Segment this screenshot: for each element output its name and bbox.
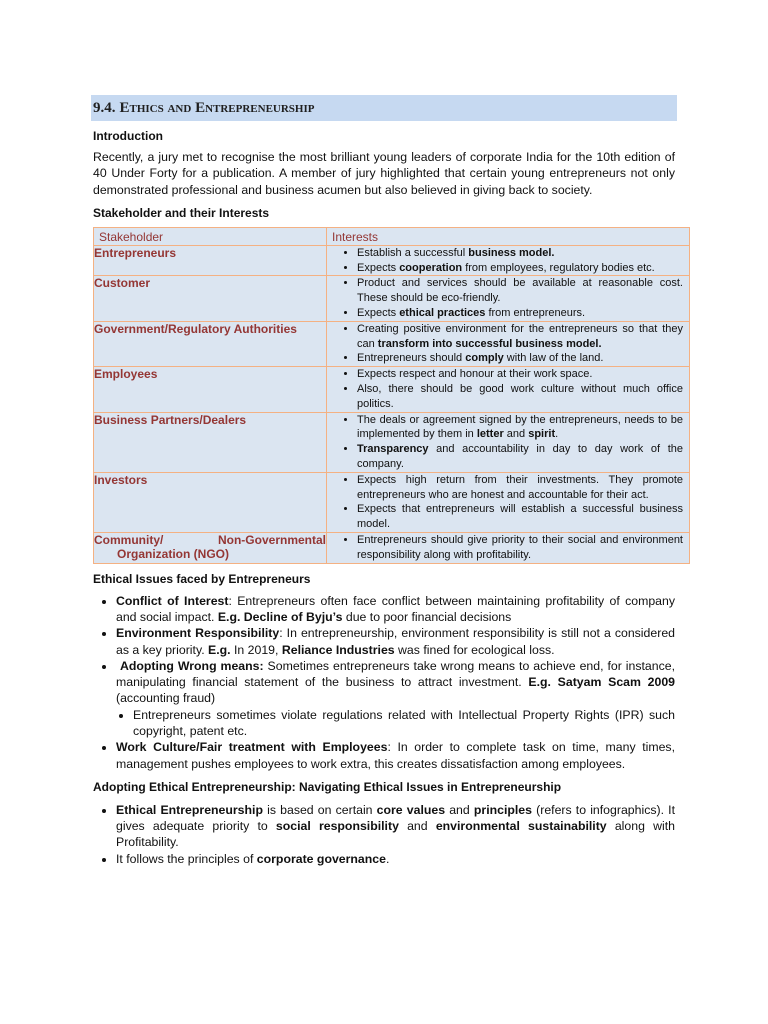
table-row (94, 472, 690, 532)
col-interests: Interests (327, 227, 690, 245)
stakeholder-name: Business Partners/Dealers (94, 412, 327, 472)
table-row (94, 412, 690, 472)
table-row (94, 533, 690, 564)
interest-item: • Product and services should be available at reasonable cost. These should be eco-friendly. (357, 276, 683, 306)
stakeholder-name: Customer (94, 276, 327, 321)
interest-item: • Entrepreneurs should comply with law of the land. (357, 351, 683, 366)
list-item: • Adopting Wrong means: Sometimes entrepreneurs take wrong means to achieve end, for instance, manipulating financial statement of the business to attract investment. E.g. Satyam Scam 2009 (accounting fraud) • Entrepreneurs sometimes violate regulations related with Intellectual Property Rights (IPR) such copyright, patent etc. (116, 658, 675, 739)
stakeholders-heading: Stakeholder and their Interests (93, 205, 270, 220)
adopting-list (93, 802, 675, 867)
interest-item: • Entrepreneurs should give priority to their social and environment responsibility along with profitability. (357, 533, 683, 563)
interest-item: • The deals or agreement signed by the entrepreneurs, needs to be implemented by them in letter and spirit. (357, 413, 683, 443)
stakeholder-name: Investors (94, 472, 327, 532)
interest-item: • Transparency and accountability in day to day work of the company. (357, 442, 683, 472)
interest-item: • Creating positive environment for the entrepreneurs so that they can transform into successful business model. (357, 322, 683, 352)
list-item: • Environment Responsibility: In entrepreneurship, environment responsibility is still not a considered as a key priority. E.g. In 2019, Reliance Industries was fined for ecological loss. (116, 625, 675, 658)
stakeholder-name: Entrepreneurs (94, 245, 327, 276)
adopting-heading: Adopting Ethical Entrepreneurship: Navigating Ethical Issues in Entrepreneurship (93, 779, 562, 794)
table-row (94, 276, 690, 321)
section-heading (91, 95, 677, 121)
interest-item: • Establish a successful business model. (357, 246, 683, 261)
table-header-row (94, 227, 690, 245)
introduction-heading: Introduction (93, 129, 163, 143)
stakeholder-table (93, 227, 690, 564)
issues-heading: Ethical Issues faced by Entrepreneurs (93, 571, 311, 586)
stakeholder-name: Government/Regulatory Authorities (94, 321, 327, 366)
interest-item: • Also, there should be good work culture without much office politics. (357, 382, 683, 412)
interest-item: • Expects respect and honour at their work space. (357, 367, 683, 382)
section-title: Ethics and Entrepreneurship (119, 99, 315, 116)
document-page (93, 95, 683, 867)
introduction-text: Recently, a jury met to recognise the most brilliant young leaders of corporate India for the 10th edition of 40 Under Forty for a publication. A member of jury highlighted that certain young entrepreneurs not only demonstrated professional and business acumen but also believed in giving back to society. (93, 150, 675, 197)
col-stakeholder: Stakeholder (94, 227, 327, 245)
interest-item: • Expects cooperation from employees, regulatory bodies etc. (357, 261, 683, 276)
stakeholder-name: Employees (94, 367, 327, 412)
interest-item: • Expects ethical practices from entrepreneurs. (357, 306, 683, 321)
table-row (94, 321, 690, 366)
table-row (94, 367, 690, 412)
list-item: • Ethical Entrepreneurship is based on certain core values and principles (refers to infographics). It gives adequate priority to social responsibility and environmental sustainability along with Profitability. (116, 802, 675, 851)
list-item: • Entrepreneurs sometimes violate regulations related with Intellectual Property Rights (IPR) such copyright, patent etc. (133, 707, 675, 740)
section-number: 9.4. (93, 99, 116, 116)
list-item: • It follows the principles of corporate governance. (116, 851, 675, 867)
table-row (94, 245, 690, 276)
stakeholder-name: Community/ Non-Governmental Organization (NGO) (94, 533, 327, 564)
interest-item: • Expects high return from their investments. They promote entrepreneurs who are honest and accountable for their act. (357, 473, 683, 503)
list-item: • Conflict of Interest: Entrepreneurs often face conflict between maintaining profitability of company and social impact. E.g. Decline of Byju’s due to poor financial decisions (116, 593, 675, 626)
list-item: • Work Culture/Fair treatment with Employees: In order to complete task on time, many times, management pushes employees to work extra, this creates dissatisfaction among employees. (116, 739, 675, 772)
issues-list (93, 593, 675, 772)
interest-item: • Expects that entrepreneurs will establish a successful business model. (357, 502, 683, 532)
